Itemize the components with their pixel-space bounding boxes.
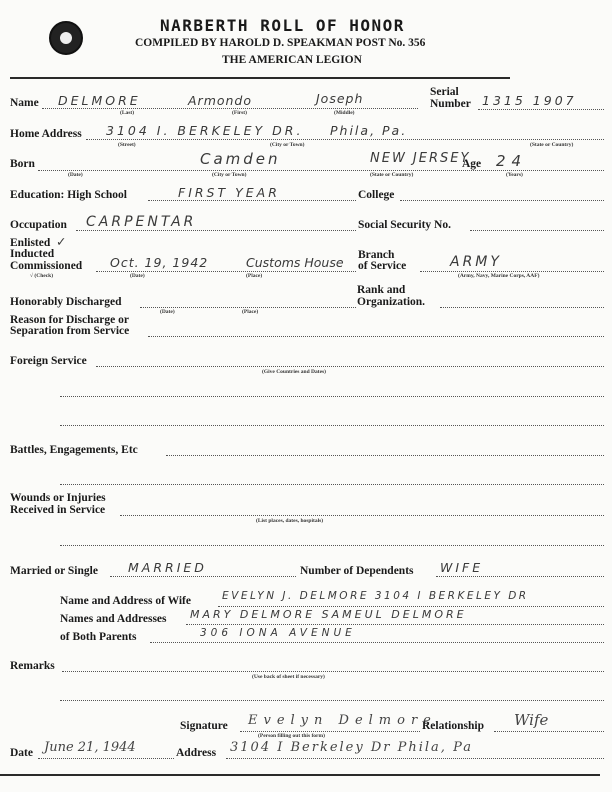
bottom-divider (0, 774, 600, 776)
commissioned-label: Commissioned (10, 260, 83, 272)
born-label: Born (10, 158, 35, 170)
hint-years: (Years) (506, 172, 523, 178)
organization-label: Organization. (357, 296, 426, 308)
home-address-label: Home Address (10, 128, 82, 140)
parents-value-2: 306 IONA AVENUE (200, 627, 356, 639)
education-label: Education: High School (10, 189, 127, 201)
parents-label-2: of Both Parents (60, 631, 137, 643)
inducted-label: Inducted (10, 248, 55, 260)
serial-number-value: 1315 1907 (482, 93, 577, 108)
american-legion-emblem-icon (49, 21, 83, 55)
hint-branch: (Army, Navy, Marine Corps, AAF) (458, 273, 540, 279)
hint-middle: (Middle) (334, 110, 355, 116)
born-city-value: Camden (200, 150, 281, 168)
hint-discharge-date: (Date) (160, 309, 175, 315)
married-line (110, 576, 296, 577)
rank-and-label: Rank and (357, 284, 406, 296)
form-subtitle: COMPILED BY HAROLD D. SPEAKMAN POST No. 356 (135, 37, 426, 49)
remarks-label: Remarks (10, 660, 55, 672)
parents-line-2 (150, 642, 604, 643)
hint-check: √ (Check) (30, 273, 54, 279)
commission-date-value: Oct. 19, 1942 (110, 255, 209, 270)
hint-commission-place: (Place) (246, 273, 263, 279)
relationship-line (494, 731, 604, 732)
hint-born-city: (City or Town) (212, 172, 247, 178)
discharged-line (140, 307, 356, 308)
occupation-value: CARPENTAR (86, 214, 197, 230)
foreign-service-line-2 (60, 396, 604, 397)
parents-label-1: Names and Addresses (60, 613, 167, 625)
college-line (400, 200, 604, 201)
address-line (226, 758, 604, 759)
reason-line (148, 336, 604, 337)
foreign-service-line-1 (96, 366, 604, 367)
remarks-line-1 (62, 671, 604, 672)
first-name-value: Armondo (188, 93, 253, 108)
age-label: Age (462, 158, 482, 170)
dependents-value: WIFE (440, 560, 484, 575)
hint-last: (Last) (120, 110, 135, 116)
date-line (38, 758, 174, 759)
reason-label-1: Reason for Discharge or (10, 314, 129, 326)
wife-label: Name and Address of Wife (60, 595, 191, 607)
occupation-line (76, 230, 356, 231)
hint-remarks: (Use back of sheet if necessary) (252, 674, 325, 680)
foreign-service-label: Foreign Service (10, 355, 87, 367)
relationship-value: Wife (514, 711, 549, 729)
date-label: Date (10, 747, 33, 759)
high-school-line (148, 200, 356, 201)
dependents-label: Number of Dependents (300, 565, 414, 577)
college-label: College (358, 189, 395, 201)
enlisted-label: Enlisted (10, 237, 51, 249)
home-address-line (86, 139, 604, 140)
signature-label: Signature (180, 720, 228, 732)
last-name-value: DELMORE (58, 93, 141, 108)
reason-label-2: Separation from Service (10, 325, 130, 337)
hint-countries: (Give Countries and Dates) (262, 369, 327, 375)
parents-value-1: MARY DELMORE SAMEUL DELMORE (190, 608, 467, 621)
number-label: Number (430, 98, 471, 110)
wounds-label-1: Wounds or Injuries (10, 492, 106, 504)
wounds-line-1 (120, 515, 604, 516)
enlisted-check-value: ✓ (56, 234, 70, 249)
marital-value: MARRIED (128, 560, 207, 575)
date-value: June 21, 1944 (44, 740, 136, 755)
city-value: Phila, Pa. (330, 123, 408, 138)
hint-street: (Street) (118, 142, 136, 148)
wounds-line-2 (60, 545, 604, 546)
signature-value: Evelyn Delmore (248, 713, 437, 728)
commissioned-line (96, 271, 356, 272)
rank-line (440, 307, 604, 308)
remarks-line-2 (60, 700, 604, 701)
serial-line (478, 109, 604, 110)
address-label: Address (176, 747, 217, 759)
born-state-value: NEW JERSEY (370, 151, 471, 166)
signature-line (240, 731, 420, 732)
organization-name: THE AMERICAN LEGION (222, 54, 362, 66)
hint-wounds: (List places, dates, hospitals) (256, 518, 324, 524)
age-value: 24 (496, 152, 528, 170)
wife-value: EVELYN J. DELMORE 3104 I BERKELEY DR (222, 590, 529, 602)
born-line (38, 170, 604, 171)
branch-value: ARMY (450, 254, 502, 270)
wife-line (218, 606, 604, 607)
name-line (42, 108, 418, 109)
occupation-label: Occupation (10, 219, 67, 231)
of-service-label: of Service (358, 260, 407, 272)
branch-label: Branch (358, 249, 395, 261)
branch-line (420, 271, 604, 272)
serial-label: Serial (430, 86, 459, 98)
dependents-line (436, 576, 604, 577)
parents-line-1 (186, 624, 604, 625)
middle-name-value: Joseph (316, 91, 364, 106)
high-school-value: FIRST YEAR (178, 185, 280, 200)
battles-label: Battles, Engagements, Etc (10, 444, 138, 456)
honorably-discharged-label: Honorably Discharged (10, 296, 122, 308)
hint-commission-date: (Date) (130, 273, 145, 279)
hint-signer: (Person filling out this form) (258, 733, 325, 739)
battles-line-1 (166, 455, 604, 456)
top-divider (10, 77, 510, 79)
hint-state: (State or Country) (530, 142, 574, 148)
commission-place-value: Customs House (246, 255, 344, 270)
hint-born-state: (State or Country) (370, 172, 414, 178)
married-label: Married or Single (10, 565, 98, 577)
relationship-label: Relationship (422, 720, 484, 732)
hint-first: (First) (232, 110, 247, 116)
hint-city: (City or Town) (270, 142, 305, 148)
hint-discharge-place: (Place) (242, 309, 259, 315)
wounds-label-2: Received in Service (10, 504, 106, 516)
ssn-label: Social Security No. (358, 219, 451, 231)
battles-line-2 (60, 484, 604, 485)
name-label: Name (10, 97, 39, 109)
hint-born-date: (Date) (68, 172, 83, 178)
form-title: NARBERTH ROLL OF HONOR (160, 16, 405, 35)
address-value: 3104 I Berkeley Dr Phila, Pa (230, 740, 473, 755)
street-value: 3104 I. BERKELEY DR. (106, 123, 304, 138)
foreign-service-line-3 (60, 425, 604, 426)
ssn-line (470, 230, 604, 231)
